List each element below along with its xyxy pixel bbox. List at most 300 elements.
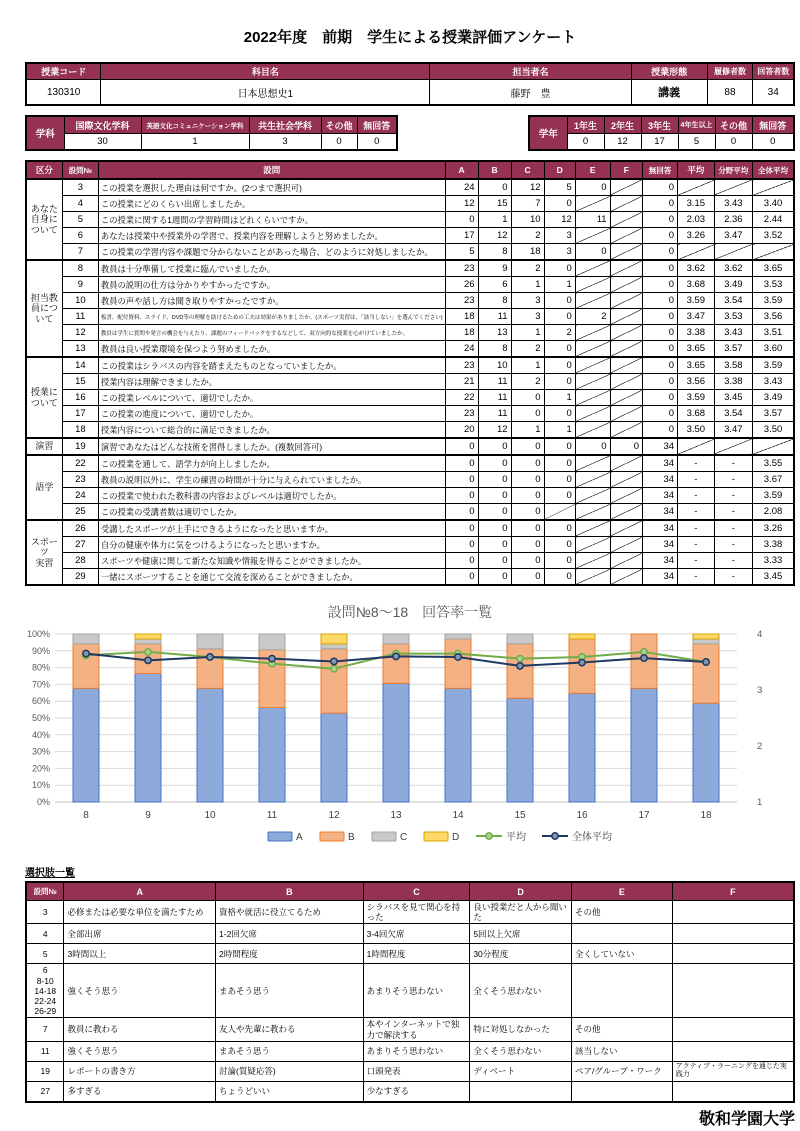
field-average-cell: 3.47 bbox=[714, 422, 753, 439]
overall-average-cell: 3.53 bbox=[753, 277, 794, 293]
count-cell: 0 bbox=[511, 472, 544, 488]
count-cell: 0 bbox=[544, 374, 575, 390]
demographics-row bbox=[25, 115, 795, 151]
option-text-cell bbox=[672, 1041, 794, 1061]
count-cell: 5 bbox=[445, 244, 478, 261]
question-text-cell: 教員は十分準備して授業に臨んでいましたか。 bbox=[98, 260, 445, 277]
options-header-cell: 設問№ bbox=[26, 882, 64, 901]
course-header-cell: 回答者数 bbox=[753, 63, 794, 80]
course-value-cell: 34 bbox=[753, 80, 794, 106]
question-no-cell: 25 bbox=[62, 504, 98, 521]
count-cell: 17 bbox=[445, 228, 478, 244]
overall-average-cell: 3.45 bbox=[753, 569, 794, 586]
option-text-cell: 3時間以上 bbox=[64, 944, 216, 964]
section-label-cell: 語学 bbox=[26, 455, 62, 520]
no-answer-cell: 0 bbox=[643, 293, 678, 309]
bar-segment-b bbox=[507, 644, 533, 698]
count-cell: 0 bbox=[544, 293, 575, 309]
options-header-row bbox=[26, 882, 794, 901]
count-cell: 3 bbox=[511, 309, 544, 325]
overall-average-cell: 3.65 bbox=[753, 260, 794, 277]
question-text-cell: あなたは授業中や授業外の学習で、授業内容を理解しようと努めましたか。 bbox=[98, 228, 445, 244]
na-diagonal-cell bbox=[678, 438, 714, 455]
course-value-cell: 講義 bbox=[631, 80, 707, 106]
na-diagonal-cell bbox=[575, 406, 610, 422]
course-value-cell: 藤野 豊 bbox=[430, 80, 631, 106]
overall-average-cell: 3.38 bbox=[753, 537, 794, 553]
survey-results-table bbox=[25, 160, 795, 586]
field-average-cell: - bbox=[714, 569, 753, 586]
option-text-cell: 必修または必要な単位を満たすため bbox=[64, 901, 216, 924]
na-diagonal-cell bbox=[678, 179, 714, 196]
count-cell: 0 bbox=[478, 472, 511, 488]
option-text-cell: 全部出席 bbox=[64, 924, 216, 944]
options-question-no-cell: 3 bbox=[26, 901, 64, 924]
count-cell: 0 bbox=[478, 488, 511, 504]
question-no-cell: 24 bbox=[62, 488, 98, 504]
na-diagonal-cell bbox=[575, 390, 610, 406]
line-marker bbox=[331, 658, 337, 664]
na-diagonal-cell bbox=[610, 520, 642, 537]
survey-header-cell: 区分 bbox=[26, 161, 62, 179]
count-cell: 23 bbox=[445, 260, 478, 277]
survey-row bbox=[26, 277, 794, 293]
grade-header-row bbox=[529, 116, 794, 134]
left-axis-tick-label: 20% bbox=[31, 763, 50, 774]
overall-average-cell: 3.40 bbox=[753, 196, 794, 212]
left-axis-tick-label: 30% bbox=[31, 746, 50, 757]
question-text-cell: 板書、配付資料、スライド、DVD等の理解を助けるための工夫は効果がありましたか。(スポーツ実習は、「該当しない」を選んでください) bbox=[98, 309, 445, 325]
count-cell: 0 bbox=[575, 244, 610, 261]
average-cell: - bbox=[678, 472, 714, 488]
course-info-table bbox=[25, 62, 795, 106]
na-diagonal-cell bbox=[610, 325, 642, 341]
na-diagonal-cell bbox=[610, 422, 642, 439]
bar-segment-d bbox=[693, 634, 719, 639]
survey-row bbox=[26, 374, 794, 390]
no-answer-cell: 0 bbox=[643, 277, 678, 293]
no-answer-cell: 0 bbox=[643, 374, 678, 390]
count-cell: 11 bbox=[478, 309, 511, 325]
question-no-cell: 14 bbox=[62, 357, 98, 374]
count-cell: 23 bbox=[445, 406, 478, 422]
grade-header-cell: その他 bbox=[715, 116, 752, 134]
department-value-cell: 0 bbox=[357, 134, 397, 151]
option-text-cell bbox=[672, 924, 794, 944]
average-cell: 3.68 bbox=[678, 277, 714, 293]
question-text-cell: 教員の説明の仕方は分かりやすかったですか。 bbox=[98, 277, 445, 293]
x-axis-label: 9 bbox=[145, 810, 151, 821]
question-no-cell: 11 bbox=[62, 309, 98, 325]
na-diagonal-cell bbox=[610, 406, 642, 422]
na-diagonal-cell bbox=[610, 374, 642, 390]
question-no-cell: 16 bbox=[62, 390, 98, 406]
na-diagonal-cell bbox=[714, 244, 753, 261]
na-diagonal-cell bbox=[610, 244, 642, 261]
option-text-cell bbox=[672, 901, 794, 924]
question-text-cell: スポーツや健康に関して新たな知識や情報を得ることができましたか。 bbox=[98, 553, 445, 569]
option-text-cell: 30分程度 bbox=[470, 944, 572, 964]
question-no-cell: 15 bbox=[62, 374, 98, 390]
option-text-cell: 友人や先輩に教わる bbox=[216, 1018, 364, 1041]
average-cell: - bbox=[678, 455, 714, 472]
average-cell: 3.15 bbox=[678, 196, 714, 212]
average-cell: 3.59 bbox=[678, 390, 714, 406]
option-text-cell bbox=[572, 964, 673, 1018]
department-header-row bbox=[26, 116, 397, 134]
count-cell: 0 bbox=[478, 179, 511, 196]
question-text-cell: 授業内容について総合的に満足できましたか。 bbox=[98, 422, 445, 439]
no-answer-cell: 0 bbox=[643, 325, 678, 341]
na-diagonal-cell bbox=[575, 277, 610, 293]
count-cell: 21 bbox=[445, 374, 478, 390]
count-cell: 0 bbox=[544, 438, 575, 455]
overall-average-cell: 3.59 bbox=[753, 293, 794, 309]
count-cell: 3 bbox=[511, 293, 544, 309]
survey-row bbox=[26, 472, 794, 488]
department-value-row bbox=[26, 134, 397, 151]
field-average-cell: - bbox=[714, 520, 753, 537]
field-average-cell: 3.58 bbox=[714, 357, 753, 374]
no-answer-cell: 0 bbox=[643, 196, 678, 212]
count-cell: 0 bbox=[544, 472, 575, 488]
average-cell: - bbox=[678, 520, 714, 537]
department-label: 学科 bbox=[26, 116, 64, 150]
right-axis-tick-label: 2 bbox=[757, 741, 763, 752]
legend-swatch-a bbox=[268, 832, 292, 841]
grade-value-cell: 0 bbox=[752, 134, 794, 151]
na-diagonal-cell bbox=[610, 504, 642, 521]
average-cell: 3.26 bbox=[678, 228, 714, 244]
count-cell: 1 bbox=[511, 422, 544, 439]
count-cell: 0 bbox=[544, 537, 575, 553]
count-cell: 11 bbox=[478, 406, 511, 422]
left-axis-tick-label: 60% bbox=[31, 696, 50, 707]
count-cell: 13 bbox=[478, 325, 511, 341]
question-no-cell: 6 bbox=[62, 228, 98, 244]
question-no-cell: 28 bbox=[62, 553, 98, 569]
no-answer-cell: 34 bbox=[643, 488, 678, 504]
question-no-cell: 5 bbox=[62, 212, 98, 228]
bar-segment-c bbox=[693, 639, 719, 644]
option-text-cell: その他 bbox=[572, 1018, 673, 1041]
legend-label: C bbox=[400, 832, 408, 843]
count-cell: 2 bbox=[544, 325, 575, 341]
line-marker bbox=[455, 654, 461, 660]
line-marker bbox=[517, 655, 523, 661]
left-axis-tick-label: 40% bbox=[31, 729, 50, 740]
survey-row bbox=[26, 455, 794, 472]
question-text-cell: 一緒にスポーツすることを通じて交流を深めることができましたか。 bbox=[98, 569, 445, 586]
field-average-cell: - bbox=[714, 553, 753, 569]
question-text-cell: 教員は良い授業環境を保つよう努めましたか。 bbox=[98, 341, 445, 358]
right-axis-tick-label: 3 bbox=[757, 685, 763, 696]
question-no-cell: 3 bbox=[62, 179, 98, 196]
bar-segment-c bbox=[259, 634, 285, 650]
section-label-cell: 担当教 員につ いて bbox=[26, 260, 62, 357]
survey-row bbox=[26, 553, 794, 569]
count-cell: 12 bbox=[445, 196, 478, 212]
grade-value-cell: 5 bbox=[678, 134, 715, 151]
options-question-no-cell: 27 bbox=[26, 1081, 64, 1102]
average-cell: - bbox=[678, 553, 714, 569]
option-text-cell: 2時間程度 bbox=[216, 944, 364, 964]
question-no-cell: 18 bbox=[62, 422, 98, 439]
department-header-cell: 英語文化コミュニケーション学科 bbox=[141, 116, 249, 134]
survey-row bbox=[26, 504, 794, 521]
count-cell: 18 bbox=[511, 244, 544, 261]
option-text-cell: 口頭発表 bbox=[363, 1061, 470, 1081]
section-label-cell: 授業に ついて bbox=[26, 357, 62, 438]
no-answer-cell: 0 bbox=[643, 228, 678, 244]
question-no-cell: 13 bbox=[62, 341, 98, 358]
line-marker bbox=[83, 650, 89, 656]
na-diagonal-cell bbox=[610, 293, 642, 309]
grade-value-cell: 0 bbox=[715, 134, 752, 151]
count-cell: 2 bbox=[511, 228, 544, 244]
survey-row bbox=[26, 357, 794, 374]
option-text-cell: 少なすぎる bbox=[363, 1081, 470, 1102]
na-diagonal-cell bbox=[610, 390, 642, 406]
na-diagonal-cell bbox=[610, 488, 642, 504]
no-answer-cell: 34 bbox=[643, 455, 678, 472]
legend-label: 平均 bbox=[506, 832, 526, 843]
count-cell: 1 bbox=[511, 325, 544, 341]
field-average-cell: 3.49 bbox=[714, 277, 753, 293]
count-cell: 0 bbox=[478, 520, 511, 537]
count-cell: 0 bbox=[544, 341, 575, 358]
question-text-cell: 授業内容は理解できましたか。 bbox=[98, 374, 445, 390]
bar-segment-d bbox=[569, 634, 595, 639]
option-text-cell bbox=[572, 1081, 673, 1102]
option-text-cell: まあそう思う bbox=[216, 1041, 364, 1061]
no-answer-cell: 34 bbox=[643, 553, 678, 569]
field-average-cell: - bbox=[714, 504, 753, 521]
field-average-cell: 3.54 bbox=[714, 406, 753, 422]
answer-options-table bbox=[25, 881, 795, 1103]
count-cell: 0 bbox=[445, 488, 478, 504]
survey-row bbox=[26, 520, 794, 537]
option-text-cell: アクティブ・ラーニングを通じた実践力 bbox=[672, 1061, 794, 1081]
na-diagonal-cell bbox=[575, 374, 610, 390]
survey-row bbox=[26, 488, 794, 504]
question-no-cell: 7 bbox=[62, 244, 98, 261]
option-text-cell bbox=[672, 964, 794, 1018]
grade-table bbox=[528, 115, 795, 151]
question-text-cell: この授業にどのくらい出席しましたか。 bbox=[98, 196, 445, 212]
no-answer-cell: 0 bbox=[643, 341, 678, 358]
x-axis-label: 10 bbox=[204, 810, 216, 821]
bar-segment-a bbox=[445, 688, 471, 802]
department-header-cell: その他 bbox=[321, 116, 357, 134]
survey-header-row bbox=[26, 161, 794, 179]
count-cell: 0 bbox=[575, 179, 610, 196]
grade-value-cell: 12 bbox=[604, 134, 641, 151]
na-diagonal-cell bbox=[610, 196, 642, 212]
count-cell: 0 bbox=[478, 504, 511, 521]
na-diagonal-cell bbox=[575, 228, 610, 244]
options-header-cell: C bbox=[363, 882, 470, 901]
line-marker bbox=[145, 649, 151, 655]
survey-header-cell: C bbox=[511, 161, 544, 179]
grade-value-row bbox=[529, 134, 794, 151]
na-diagonal-cell bbox=[610, 569, 642, 586]
count-cell: 1 bbox=[544, 422, 575, 439]
option-text-cell: 1時間程度 bbox=[363, 944, 470, 964]
count-cell: 12 bbox=[478, 422, 511, 439]
count-cell: 0 bbox=[478, 438, 511, 455]
count-cell: 10 bbox=[511, 212, 544, 228]
department-value-cell: 1 bbox=[141, 134, 249, 151]
no-answer-cell: 0 bbox=[643, 422, 678, 439]
bar-segment-d bbox=[321, 634, 347, 644]
left-axis-tick-label: 0% bbox=[36, 797, 50, 807]
course-header-cell: 担当者名 bbox=[430, 63, 631, 80]
options-row bbox=[26, 1061, 794, 1081]
department-value-cell: 3 bbox=[249, 134, 321, 151]
overall-average-cell: 3.57 bbox=[753, 406, 794, 422]
count-cell: 9 bbox=[478, 260, 511, 277]
na-diagonal-cell bbox=[610, 553, 642, 569]
count-cell: 0 bbox=[544, 309, 575, 325]
count-cell: 20 bbox=[445, 422, 478, 439]
legend-label: 全体平均 bbox=[572, 832, 612, 843]
count-cell: 0 bbox=[445, 472, 478, 488]
options-question-no-cell: 11 bbox=[26, 1041, 64, 1061]
field-average-cell: - bbox=[714, 537, 753, 553]
survey-header-cell: A bbox=[445, 161, 478, 179]
bar-segment-c bbox=[507, 634, 533, 644]
na-diagonal-cell bbox=[575, 537, 610, 553]
department-value-cell: 30 bbox=[64, 134, 141, 151]
overall-average-cell: 2.44 bbox=[753, 212, 794, 228]
line-marker bbox=[703, 659, 709, 665]
survey-row bbox=[26, 569, 794, 586]
bar-segment-a bbox=[259, 708, 285, 803]
survey-row bbox=[26, 309, 794, 325]
question-text-cell: この授業の学習内容や課題で分からないことがあった場合、どのように対処しましたか。 bbox=[98, 244, 445, 261]
overall-average-cell: 3.59 bbox=[753, 488, 794, 504]
legend-line-marker bbox=[552, 833, 558, 839]
average-cell: 3.38 bbox=[678, 325, 714, 341]
question-text-cell: この授業を選択した理由は何ですか。(2つまで選択可) bbox=[98, 179, 445, 196]
options-row bbox=[26, 1081, 794, 1102]
na-diagonal-cell bbox=[575, 357, 610, 374]
option-text-cell bbox=[470, 1081, 572, 1102]
option-text-cell: まあそう思う bbox=[216, 964, 364, 1018]
question-no-cell: 17 bbox=[62, 406, 98, 422]
grade-header-cell: 3年生 bbox=[641, 116, 678, 134]
survey-row bbox=[26, 438, 794, 455]
count-cell: 0 bbox=[544, 357, 575, 374]
question-no-cell: 29 bbox=[62, 569, 98, 586]
no-answer-cell: 34 bbox=[643, 569, 678, 586]
course-value-cell: 88 bbox=[707, 80, 753, 106]
field-average-cell: 3.53 bbox=[714, 309, 753, 325]
left-axis-tick-label: 70% bbox=[31, 679, 50, 690]
option-text-cell bbox=[672, 944, 794, 964]
overall-average-cell: 3.52 bbox=[753, 228, 794, 244]
option-text-cell: 良い授業だと人から聞いた bbox=[470, 901, 572, 924]
bar-segment-d bbox=[135, 634, 161, 639]
count-cell: 1 bbox=[544, 390, 575, 406]
na-diagonal-cell bbox=[714, 179, 753, 196]
na-diagonal-cell bbox=[575, 325, 610, 341]
options-question-no-cell: 5 bbox=[26, 944, 64, 964]
overall-average-cell: 3.51 bbox=[753, 325, 794, 341]
average-cell: 3.56 bbox=[678, 374, 714, 390]
section-label-cell: 演習 bbox=[26, 438, 62, 455]
university-name: 敬和学園大学 bbox=[698, 1110, 795, 1128]
question-text-cell: 受講したスポーツが上手にできるようになったと思いますか。 bbox=[98, 520, 445, 537]
na-diagonal-cell bbox=[575, 260, 610, 277]
grade-value-cell: 17 bbox=[641, 134, 678, 151]
overall-average-cell: 3.60 bbox=[753, 341, 794, 358]
no-answer-cell: 34 bbox=[643, 504, 678, 521]
na-diagonal-cell bbox=[610, 277, 642, 293]
count-cell: 0 bbox=[544, 196, 575, 212]
line-marker bbox=[145, 657, 151, 663]
x-axis-label: 17 bbox=[638, 810, 650, 821]
section-label-cell: あなた 自身に ついて bbox=[26, 179, 62, 260]
field-average-cell: - bbox=[714, 455, 753, 472]
page-title: 2022年度 前期 学生による授業評価アンケート bbox=[243, 29, 577, 46]
survey-header-cell: 設問 bbox=[98, 161, 445, 179]
count-cell: 1 bbox=[511, 357, 544, 374]
count-cell: 1 bbox=[511, 277, 544, 293]
option-text-cell: あまりそう思わない bbox=[363, 964, 470, 1018]
no-answer-cell: 34 bbox=[643, 472, 678, 488]
bar-segment-a bbox=[197, 688, 223, 802]
survey-header-cell: D bbox=[544, 161, 575, 179]
question-text-cell: この授業で使われた教科書の内容およびレベルは適切でしたか。 bbox=[98, 488, 445, 504]
count-cell: 12 bbox=[511, 179, 544, 196]
count-cell: 7 bbox=[511, 196, 544, 212]
survey-header-cell: B bbox=[478, 161, 511, 179]
x-axis-label: 15 bbox=[514, 810, 526, 821]
options-question-no-cell: 19 bbox=[26, 1061, 64, 1081]
na-diagonal-cell bbox=[610, 537, 642, 553]
grade-value-cell: 0 bbox=[567, 134, 604, 151]
na-diagonal-cell bbox=[575, 455, 610, 472]
count-cell: 0 bbox=[478, 537, 511, 553]
no-answer-cell: 0 bbox=[643, 390, 678, 406]
legend-label: D bbox=[452, 832, 460, 843]
average-cell: - bbox=[678, 569, 714, 586]
overall-average-cell: 3.26 bbox=[753, 520, 794, 537]
question-no-cell: 27 bbox=[62, 537, 98, 553]
overall-average-cell: 3.50 bbox=[753, 422, 794, 439]
bar-segment-a bbox=[569, 693, 595, 802]
department-table bbox=[25, 115, 398, 151]
overall-average-cell: 3.67 bbox=[753, 472, 794, 488]
line-marker bbox=[393, 653, 399, 659]
count-cell: 0 bbox=[511, 569, 544, 586]
count-cell: 0 bbox=[445, 212, 478, 228]
na-diagonal-cell bbox=[575, 569, 610, 586]
count-cell: 0 bbox=[511, 406, 544, 422]
average-cell: 3.65 bbox=[678, 357, 714, 374]
x-axis-label: 11 bbox=[266, 810, 278, 821]
question-text-cell: この授業に関する1週間の学習時間はどれくらいですか。 bbox=[98, 212, 445, 228]
bar-segment-b bbox=[445, 639, 471, 688]
survey-header-cell: 分野平均 bbox=[714, 161, 753, 179]
field-average-cell: 3.62 bbox=[714, 260, 753, 277]
no-answer-cell: 34 bbox=[643, 537, 678, 553]
bar-segment-c bbox=[383, 634, 409, 644]
department-value-cell: 0 bbox=[321, 134, 357, 151]
options-list-title: 選択肢一覧 bbox=[25, 868, 75, 879]
